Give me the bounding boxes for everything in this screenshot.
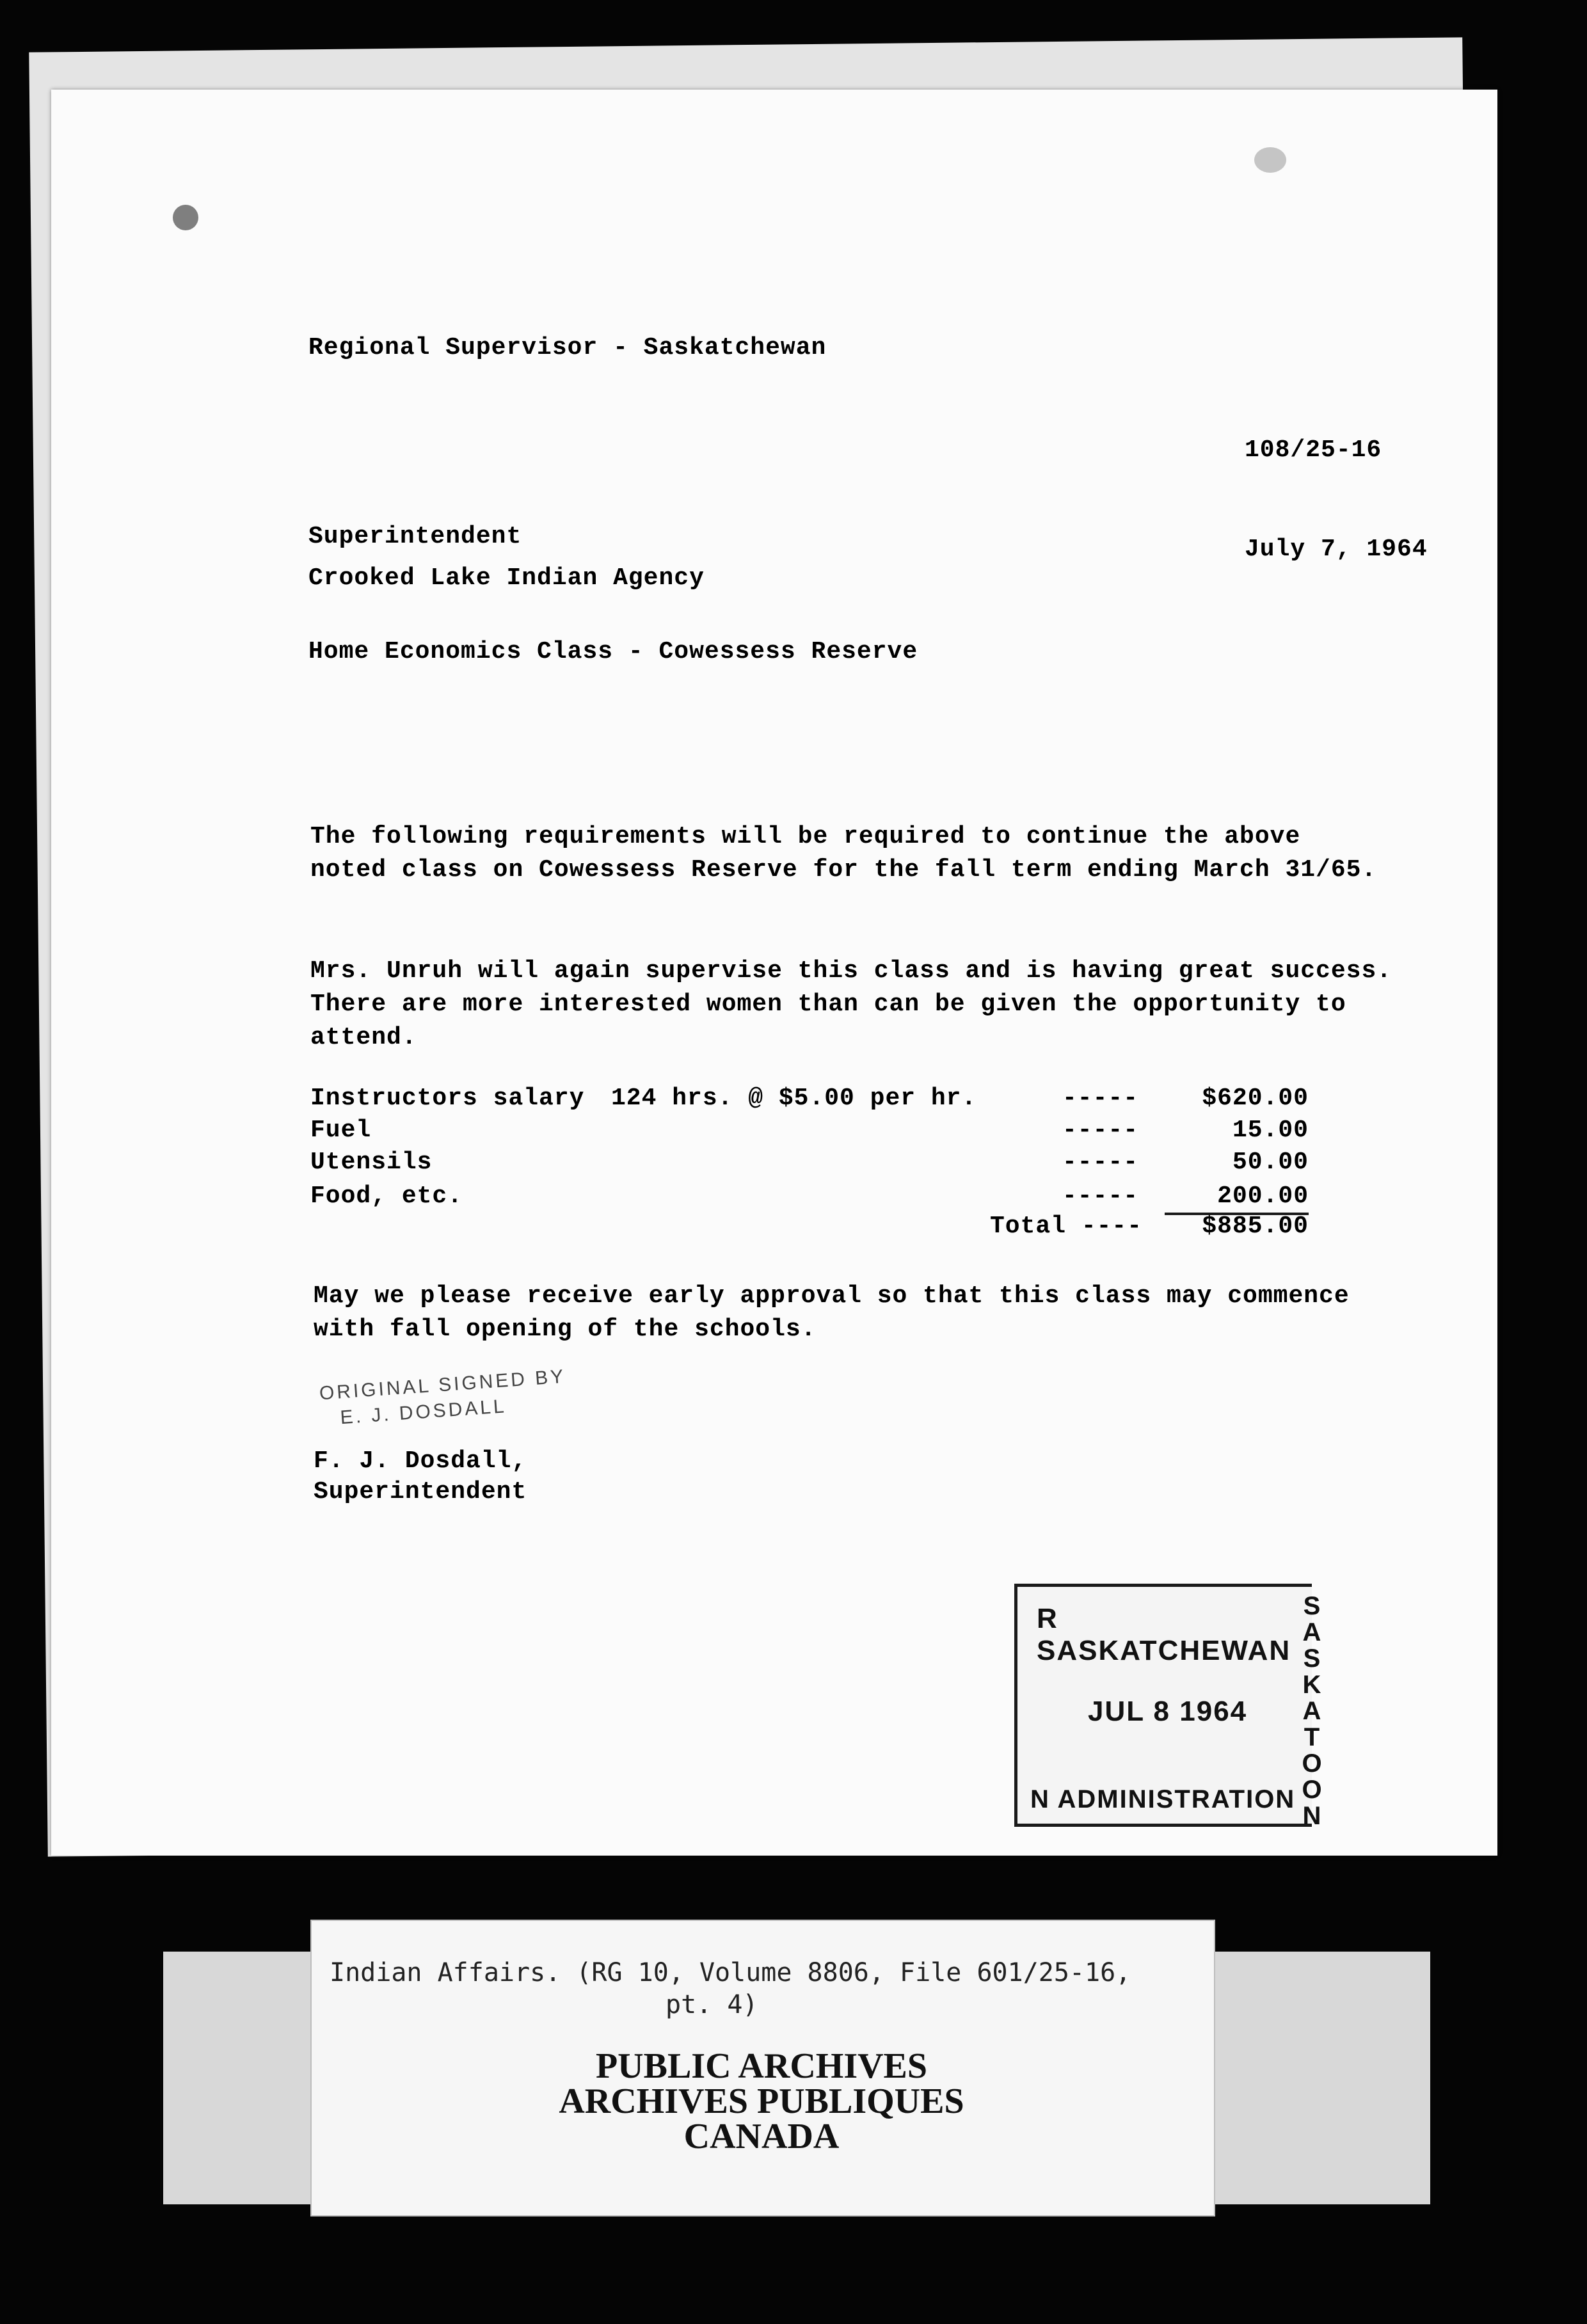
signer-name: F. J. Dosdall, <box>314 1447 527 1475</box>
total-row <box>310 1213 1309 1246</box>
cost-row <box>310 1182 1309 1216</box>
file-reference: 108/25-16 <box>1245 436 1382 464</box>
text-line: The following requirements will be required to continue the above <box>310 823 1301 850</box>
stamp-line: ORIGINAL SIGNED BY <box>318 1365 567 1405</box>
cost-row <box>310 1149 1309 1182</box>
text-line: attend. <box>310 1024 417 1051</box>
stamp-line: R SASKATCHEWAN <box>1037 1603 1291 1666</box>
stamp-letter: A <box>1302 1618 1321 1646</box>
cost-dash: ----- <box>1062 1149 1139 1176</box>
subject-line: Home Economics Class - Cowessess Reserve <box>308 638 918 665</box>
smudge-mark <box>173 205 198 230</box>
archive-country: CANADA <box>683 2117 840 2156</box>
stamp-letter: S <box>1303 1592 1321 1620</box>
paragraph-approval <box>314 1280 1350 1346</box>
stamp-letter: O <box>1302 1776 1322 1804</box>
cost-amount: $620.00 <box>1202 1085 1309 1112</box>
cost-dash: ----- <box>1062 1117 1139 1144</box>
archive-reference: Indian Affairs. (RG 10, Volume 8806, File 601/25-16, <box>330 1958 1131 1987</box>
cost-label: Food, etc. <box>310 1182 463 1210</box>
stamp-letter: S <box>1303 1644 1321 1673</box>
stamp-letter: A <box>1302 1697 1321 1725</box>
cost-label: Instructors salary <box>310 1085 585 1112</box>
stamp-letter: N <box>1302 1802 1321 1830</box>
from-agency: Crooked Lake Indian Agency <box>308 564 705 592</box>
cost-dash: ----- <box>1062 1182 1139 1210</box>
cost-amount: 50.00 <box>1232 1149 1309 1176</box>
stamp-line: N ADMINISTRATION <box>1030 1785 1296 1813</box>
cost-amount: 15.00 <box>1232 1117 1309 1144</box>
stamp-letter: O <box>1302 1749 1322 1778</box>
text-line: with fall opening of the schools. <box>314 1316 817 1343</box>
paragraph-requirements <box>310 820 1376 887</box>
archive-name-en: PUBLIC ARCHIVES <box>595 2046 928 2086</box>
cost-amount: 200.00 <box>1217 1182 1309 1210</box>
addressee: Regional Supervisor - Saskatchewan <box>308 334 827 362</box>
cost-detail: 124 hrs. @ $5.00 per hr. <box>611 1085 977 1112</box>
smudge-mark <box>1254 147 1286 173</box>
letter-date: July 7, 1964 <box>1245 536 1428 563</box>
stamp-side-text <box>1299 1593 1325 1829</box>
cost-label: Fuel <box>310 1117 372 1144</box>
from-title: Superintendent <box>308 523 522 550</box>
signer-title: Superintendent <box>314 1478 527 1506</box>
text-line: Mrs. Unruh will again supervise this class and is having great success. <box>310 957 1392 985</box>
text-line: May we please receive early approval so that this class may commence <box>314 1282 1350 1310</box>
stamp-date: JUL 8 1964 <box>1088 1696 1248 1727</box>
received-stamp <box>1014 1584 1312 1827</box>
total-label: Total ---- <box>990 1213 1143 1240</box>
text-line: There are more interested women than can be given the opportunity to <box>310 991 1346 1018</box>
text-line: noted class on Cowessess Reserve for the fall term ending March 31/65. <box>310 856 1377 884</box>
stamp-letter: K <box>1302 1671 1321 1699</box>
stamp-letter: T <box>1304 1723 1320 1751</box>
total-amount: $885.00 <box>1202 1213 1309 1240</box>
paragraph-supervisor <box>310 955 1392 1055</box>
stamp-line: E. J. DOSDALL <box>339 1396 507 1429</box>
archive-name-fr: ARCHIVES PUBLIQUES <box>559 2081 964 2121</box>
cost-dash: ----- <box>1062 1085 1139 1112</box>
cost-row <box>310 1085 1309 1118</box>
archive-reference: pt. 4) <box>666 1990 758 2019</box>
cost-row <box>310 1117 1309 1150</box>
cost-label: Utensils <box>310 1149 433 1176</box>
